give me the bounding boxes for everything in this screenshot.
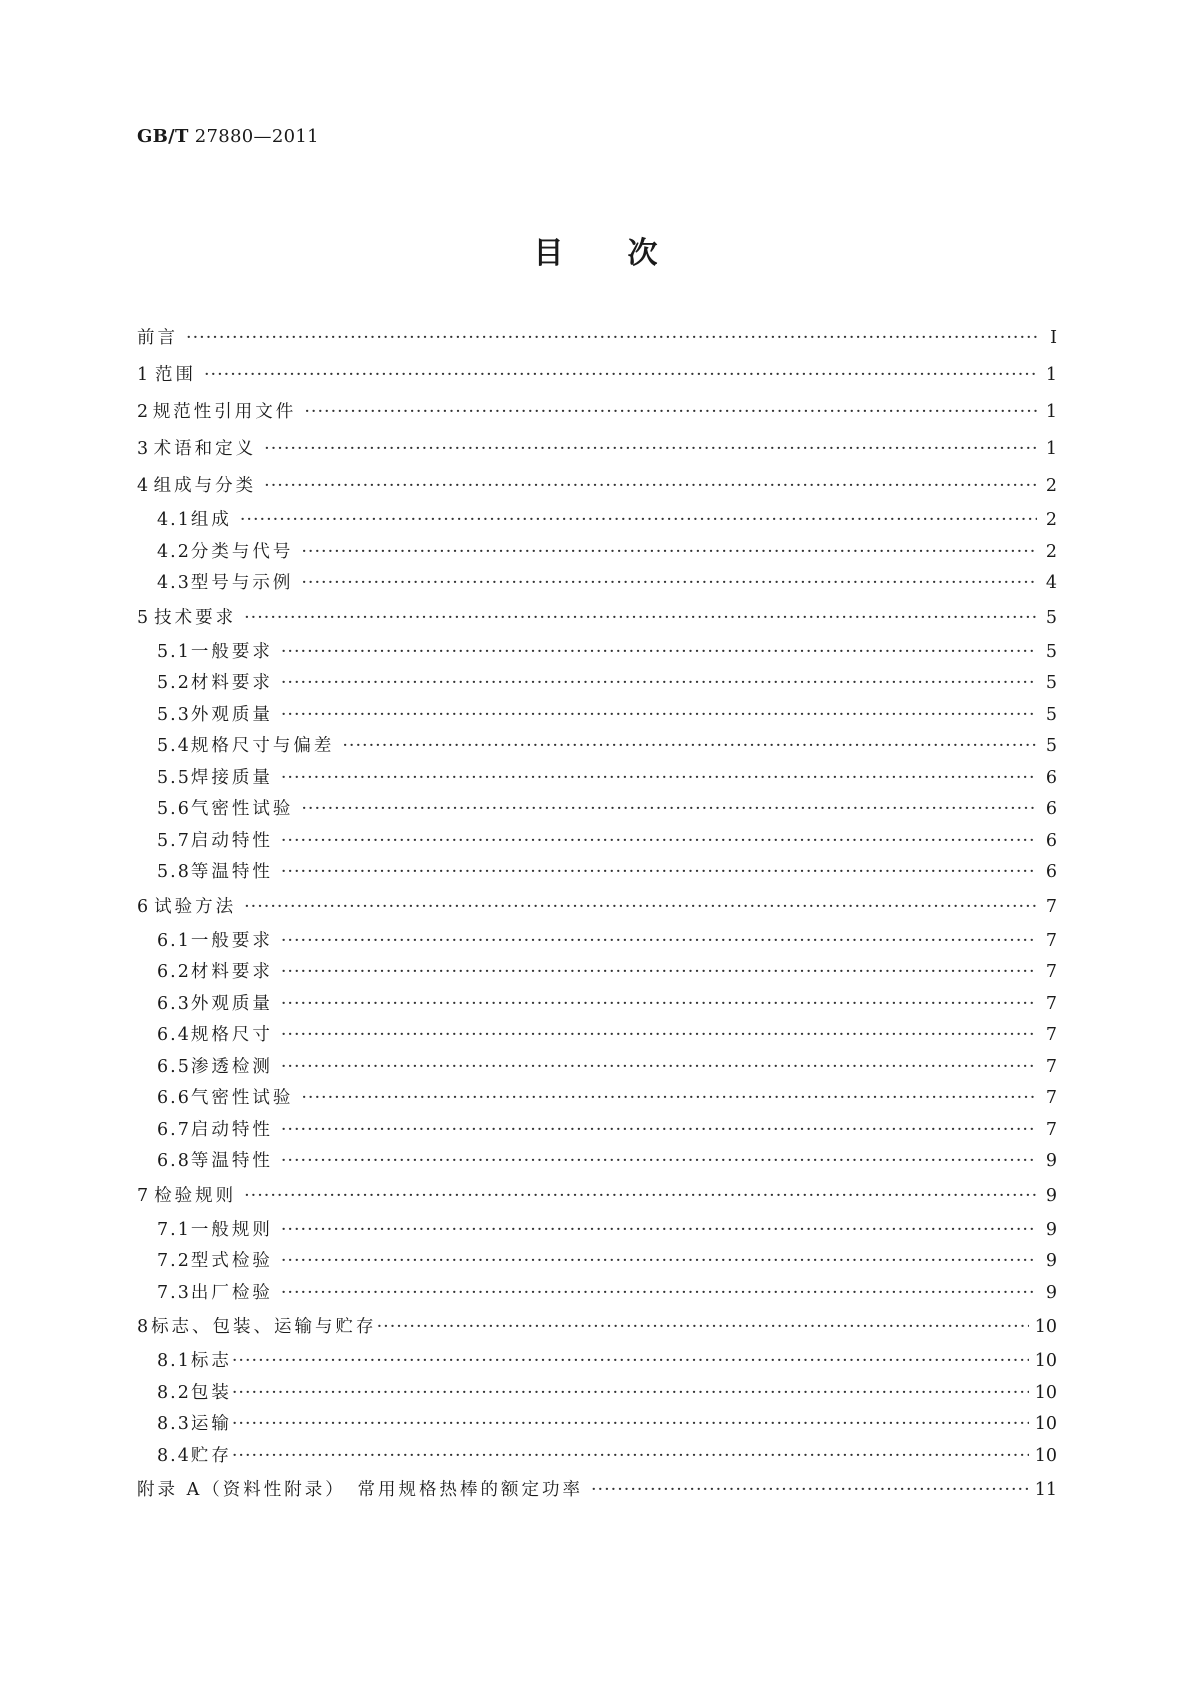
toc-entry-label: 前言 — [137, 328, 178, 348]
toc-entry-label: 启动特性 — [190, 1119, 273, 1140]
toc-entry-number: 8.2 — [157, 1382, 191, 1403]
toc-entry[interactable] — [137, 763, 1057, 795]
toc-entry-page: 5 — [1045, 736, 1057, 756]
toc-entry-number: 6.1 — [157, 930, 191, 951]
toc-entry-number: 6.8 — [157, 1151, 191, 1171]
toc-entry[interactable] — [137, 1441, 1057, 1473]
toc-entry-number: 6.2 — [157, 962, 191, 982]
toc-entry-page: 5 — [1045, 704, 1057, 725]
toc-entry[interactable] — [137, 957, 1057, 989]
toc-entry-label: 附录 A（资料性附录） 常用规格热棒的额定功率 — [137, 1480, 583, 1500]
toc-entry-page: 6 — [1045, 799, 1057, 819]
toc-entry[interactable] — [137, 637, 1057, 669]
toc-entry-number: 5.8 — [157, 862, 191, 882]
toc-entry[interactable] — [137, 731, 1057, 763]
page-title — [0, 228, 1191, 272]
toc-entry-number: 8.1 — [157, 1351, 191, 1371]
toc-entry-label: 规格尺寸 — [190, 1025, 273, 1045]
toc-entry-number: 5.1 — [157, 641, 191, 662]
toc-entry-page: 2 — [1045, 476, 1057, 496]
toc-entry-page: 4 — [1045, 573, 1057, 593]
toc-entry-page: 10 — [1034, 1382, 1057, 1403]
toc-entry-number: 4.1 — [157, 510, 191, 530]
toc-entry[interactable] — [137, 1346, 1057, 1378]
toc-entry-page: 10 — [1034, 1351, 1057, 1371]
toc-entry-label: 型式检验 — [190, 1251, 273, 1271]
toc-leader-dots — [281, 1115, 1037, 1147]
toc-entry-number: 6.6 — [157, 1088, 191, 1108]
toc-entry-page: 1 — [1045, 402, 1057, 422]
toc-leader-dots — [264, 431, 1037, 468]
toc-entry-page: 11 — [1034, 1480, 1057, 1500]
toc-entry-page: 6 — [1045, 767, 1057, 788]
toc-entry-number: 2 — [137, 402, 149, 422]
toc-entry-page: 6 — [1045, 862, 1057, 882]
toc-leader-dots — [281, 1278, 1037, 1310]
toc-entry-page: Ⅰ — [1050, 328, 1057, 348]
toc-entry-label: 试验方法 — [154, 896, 237, 917]
toc-leader-dots — [281, 700, 1037, 732]
toc-entry-label: 气密性试验 — [190, 799, 294, 819]
toc-entry-label: 贮存 — [190, 1445, 232, 1466]
toc-entry-label: 型号与示例 — [190, 573, 294, 593]
title-char-2: 次 — [627, 236, 658, 271]
toc-leader-dots — [377, 1309, 1029, 1346]
toc-entry-number: 7.1 — [157, 1219, 191, 1240]
toc-leader-dots — [591, 1472, 1029, 1509]
toc-entry-label: 出厂检验 — [190, 1282, 273, 1303]
toc-entry-number: 8 — [137, 1317, 149, 1337]
toc-leader-dots — [281, 926, 1037, 958]
toc-entry-label: 渗透检测 — [190, 1056, 273, 1077]
toc-entry-label: 外观质量 — [190, 993, 273, 1014]
toc-leader-dots — [186, 320, 1037, 357]
toc-entry-page: 5 — [1045, 641, 1057, 662]
toc-entry-number: 8.4 — [157, 1445, 191, 1466]
toc-entry-label: 一般要求 — [190, 930, 273, 951]
toc-leader-dots — [264, 468, 1037, 505]
toc-entry[interactable] — [137, 537, 1057, 569]
toc-entry[interactable] — [137, 1146, 1057, 1178]
toc-leader-dots — [244, 600, 1037, 637]
toc-entry-label: 技术要求 — [154, 607, 237, 628]
toc-entry[interactable] — [137, 320, 1057, 357]
toc-entry-label: 焊接质量 — [190, 767, 273, 788]
toc-entry-page: 7 — [1045, 962, 1057, 982]
toc-entry[interactable] — [137, 1309, 1057, 1346]
toc-entry-label: 规范性引用文件 — [152, 402, 297, 422]
toc-entry[interactable] — [137, 1178, 1057, 1215]
toc-entry-page: 7 — [1045, 1119, 1057, 1140]
toc-leader-dots — [281, 857, 1037, 889]
toc-leader-dots — [232, 1441, 1029, 1473]
toc-entry[interactable] — [137, 1472, 1057, 1509]
toc-entry[interactable] — [137, 989, 1057, 1021]
toc-entry[interactable] — [137, 1083, 1057, 1115]
toc-entry-page: 9 — [1045, 1219, 1057, 1240]
toc-leader-dots — [240, 505, 1037, 537]
toc-entry-number: 5.5 — [157, 767, 191, 788]
toc-entry-number: 5.6 — [157, 799, 191, 819]
toc-leader-dots — [244, 889, 1037, 926]
toc-entry-page: 7 — [1045, 1025, 1057, 1045]
toc-entry-label: 组成与分类 — [153, 476, 257, 496]
toc-entry[interactable] — [137, 700, 1057, 732]
toc-entry-number: 6 — [137, 896, 149, 917]
toc-entry-number: 6.3 — [157, 993, 191, 1014]
toc-entry-number: 5.7 — [157, 830, 191, 851]
toc-entry[interactable] — [137, 357, 1057, 394]
toc-entry-label: 组成 — [190, 510, 232, 530]
toc-entry-label: 范围 — [154, 365, 196, 385]
toc-entry-page: 7 — [1045, 993, 1057, 1014]
toc-entry-page: 5 — [1045, 673, 1057, 693]
toc-entry[interactable] — [137, 568, 1057, 600]
toc-entry-number: 1 — [137, 365, 149, 385]
toc-entry-number: 8.3 — [157, 1414, 191, 1434]
toc-entry-number: 7.2 — [157, 1251, 191, 1271]
toc-leader-dots — [304, 394, 1037, 431]
toc-entry-label: 一般规则 — [190, 1219, 273, 1240]
toc-entry-label: 规格尺寸与偏差 — [190, 736, 335, 756]
toc-entry-number: 4 — [137, 476, 149, 496]
toc-leader-dots — [301, 568, 1037, 600]
toc-entry-number: 6.4 — [157, 1025, 191, 1045]
toc-leader-dots — [301, 794, 1037, 826]
toc-entry[interactable] — [137, 394, 1057, 431]
toc-entry-page: 1 — [1045, 439, 1057, 459]
toc-leader-dots — [281, 1146, 1037, 1178]
toc-entry[interactable] — [137, 1246, 1057, 1278]
toc-entry-number: 5.2 — [157, 673, 191, 693]
toc-entry-label: 运输 — [190, 1414, 232, 1434]
toc-leader-dots — [244, 1178, 1037, 1215]
toc-leader-dots — [281, 1246, 1037, 1278]
toc-entry-page: 10 — [1034, 1317, 1057, 1337]
toc-entry-page: 2 — [1045, 541, 1057, 562]
toc-entry-page: 7 — [1045, 1088, 1057, 1108]
toc-entry-label: 一般要求 — [190, 641, 273, 662]
toc-leader-dots — [204, 357, 1037, 394]
standard-prefix: GB/T — [137, 126, 189, 147]
toc-entry-label: 分类与代号 — [190, 541, 294, 562]
toc-entry-number: 4.2 — [157, 541, 191, 562]
toc-entry-page: 9 — [1045, 1151, 1057, 1171]
toc-entry-number: 7 — [137, 1185, 149, 1206]
toc-entry[interactable] — [137, 668, 1057, 700]
toc-entry-page: 7 — [1045, 930, 1057, 951]
toc-leader-dots — [301, 1083, 1037, 1115]
toc-entry-label: 等温特性 — [190, 862, 273, 882]
toc-entry-number: 3 — [137, 439, 149, 459]
toc-entry-label: 包装 — [190, 1382, 232, 1403]
toc-entry[interactable] — [137, 1020, 1057, 1052]
toc-leader-dots — [232, 1346, 1029, 1378]
toc-leader-dots — [281, 1020, 1037, 1052]
toc-entry-number: 5 — [137, 607, 149, 628]
toc-entry-number: 5.4 — [157, 736, 191, 756]
toc-entry[interactable] — [137, 1378, 1057, 1410]
toc-leader-dots — [232, 1409, 1029, 1441]
toc-entry-label: 材料要求 — [190, 962, 273, 982]
document-header — [137, 126, 319, 147]
standard-number: 27880—2011 — [194, 126, 319, 147]
toc-entry-page: 2 — [1045, 510, 1057, 530]
toc-leader-dots — [232, 1378, 1029, 1410]
toc-entry-page: 10 — [1034, 1414, 1057, 1434]
toc-entry[interactable] — [137, 1115, 1057, 1147]
toc-entry[interactable] — [137, 468, 1057, 505]
toc-entry-label: 外观质量 — [190, 704, 273, 725]
toc-entry-label: 标志、包装、运输与贮存 — [151, 1317, 377, 1337]
toc-entry[interactable] — [137, 794, 1057, 826]
toc-entry[interactable] — [137, 826, 1057, 858]
toc-entry[interactable] — [137, 505, 1057, 537]
toc-entry[interactable] — [137, 1215, 1057, 1247]
toc-leader-dots — [281, 637, 1037, 669]
toc-leader-dots — [281, 763, 1037, 795]
toc-entry-number: 5.3 — [157, 704, 191, 725]
toc-entry-label: 材料要求 — [190, 673, 273, 693]
toc-entry[interactable] — [137, 1278, 1057, 1310]
toc-entry[interactable] — [137, 1409, 1057, 1441]
toc-entry-page: 5 — [1045, 607, 1057, 628]
toc-entry-number: 6.5 — [157, 1056, 191, 1077]
table-of-contents — [137, 320, 1057, 1509]
toc-entry-page: 1 — [1045, 365, 1057, 385]
title-char-1: 目 — [533, 236, 564, 271]
toc-entry-page: 10 — [1034, 1445, 1057, 1466]
toc-entry-page: 9 — [1045, 1251, 1057, 1271]
toc-entry-number: 7.3 — [157, 1282, 191, 1303]
toc-leader-dots — [281, 989, 1037, 1021]
toc-entry[interactable] — [137, 600, 1057, 637]
toc-entry[interactable] — [137, 926, 1057, 958]
toc-entry-page: 7 — [1045, 1056, 1057, 1077]
toc-leader-dots — [281, 957, 1037, 989]
toc-entry-number: 6.7 — [157, 1119, 191, 1140]
toc-leader-dots — [342, 731, 1037, 763]
toc-entry[interactable] — [137, 431, 1057, 468]
toc-entry-label: 术语和定义 — [153, 439, 257, 459]
toc-entry-label: 启动特性 — [190, 830, 273, 851]
toc-entry-page: 7 — [1045, 896, 1057, 917]
toc-entry[interactable] — [137, 857, 1057, 889]
toc-entry[interactable] — [137, 889, 1057, 926]
toc-entry-label: 标志 — [190, 1351, 232, 1371]
toc-leader-dots — [281, 1052, 1037, 1084]
toc-leader-dots — [281, 1215, 1037, 1247]
toc-entry-page: 6 — [1045, 830, 1057, 851]
toc-entry-page: 9 — [1045, 1185, 1057, 1206]
toc-entry[interactable] — [137, 1052, 1057, 1084]
toc-entry-label: 检验规则 — [154, 1185, 237, 1206]
toc-leader-dots — [281, 668, 1037, 700]
toc-entry-label: 等温特性 — [190, 1151, 273, 1171]
toc-entry-page: 9 — [1045, 1282, 1057, 1303]
toc-leader-dots — [301, 537, 1037, 569]
toc-entry-label: 气密性试验 — [190, 1088, 294, 1108]
toc-entry-number: 4.3 — [157, 573, 191, 593]
toc-leader-dots — [281, 826, 1037, 858]
